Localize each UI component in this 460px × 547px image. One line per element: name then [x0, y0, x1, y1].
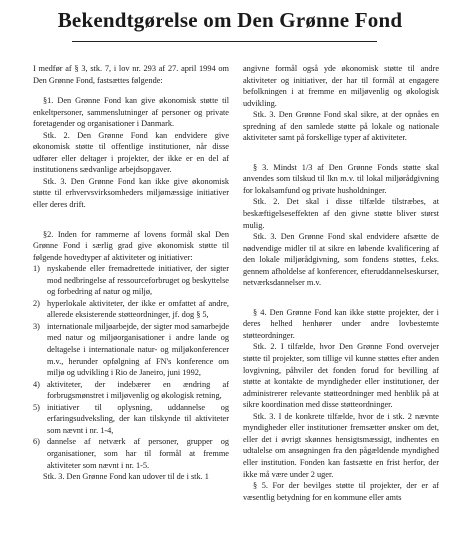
- section-2-stk-3b: Stk. 3. Den Grønne Fond skal sikre, at der opnåes en spredning af den samlede støtte på lokale og nationale aktiviteter samt på forskellige typer af aktiviteter.: [243, 110, 439, 143]
- section-4: § 4. Den Grønne Fond kan ikke støtte projekter, der i deres helhed henhører under andre lovbestemte støtteordninger.: [243, 307, 439, 340]
- section-4-stk-3: Stk. 3. I de konkrete tilfælde, hvor de i stk. 2 nævnte myndigheder eller institutioner fremsætter ønsker om det, eller det i øvrigt skønnes hensigtsmæssigt, indhentes en udtalelse om ansøgningen fra den pågældende myndighed eller institution. Fonden kan fastsætte en frist herfor, der ikke må være under 2 uger.: [243, 411, 439, 479]
- section-2-stk-3: Stk. 3. Den Grønne Fond kan udover til de i stk. 1: [43, 472, 209, 482]
- right-column: [243, 63, 439, 503]
- list-item: [33, 402, 229, 437]
- list-item-text: dannelse af netværk af personer, grupper og organisationer, som har til formål at fremme aktiviteter som nævnt i nr. 1-5.: [47, 437, 229, 470]
- section-1-stk-2: Stk. 2. Den Grønne Fond kan endvidere give økonomisk støtte til offentlige institutioner, når disse udfører eller deltager i projekter, der ikke er en del af institutionens sædvanlige arbejdsopgaver.: [33, 130, 229, 175]
- section-2-continuation: angivne formål også yde økonomisk støtte til andre aktiviteter og initiativer, der har til formål at engagere befolkningen i at fremme en miljøvenlig og økologisk udvikling.: [243, 64, 439, 108]
- list-item-number: 4): [33, 379, 40, 389]
- list-item: [33, 379, 229, 402]
- title-divider: [72, 41, 377, 42]
- intro-paragraph: I medfør af § 3, stk. 7, i lov nr. 293 af 27. april 1994 om Den Grønne Fond, fastsættes følgende:: [33, 64, 229, 85]
- section-3-stk-2: Stk. 2. Det skal i disse tilfælde tilstræbes, at beskæftigelseseffekten af den givne støtte bliver størst mulig.: [243, 197, 439, 230]
- section-3-stk-3: Stk. 3. Den Grønne Fond skal endvidere afsætte de nødvendige midler til at sikre en løbende kvalificering af den lokale miljørådgivning, som fondens støttes, f.eks. gennem afholdelse af konferencer, efteruddannelseskurser, netværksdannelser m.v.: [243, 232, 439, 288]
- list-item-text: hyperlokale aktiviteter, der ikke er omfattet af andre, allerede eksisterende støtteordninger, jf. dog § 5,: [47, 298, 229, 320]
- list-item: [33, 436, 229, 471]
- section-2: §2. Inden for rammerne af lovens formål skal Den Grønne Fond i særlig grad give økonomisk støtte til følgende hovedtyper af aktiviteter og initiativer:: [33, 229, 229, 262]
- list-item-text: nyskabende eller fremadrettede initiativer, der sigter mod nedbringelse af ressourceforbruget og beskyttelse og forbedring af natur og miljø,: [47, 264, 229, 297]
- section-5: § 5. For der bevilges støtte til projekter, der er af væsentlig betydning for en kommune eller amts: [243, 481, 439, 502]
- section-4-stk-2: Stk. 2. I tilfælde, hvor Den Grønne Fond overvejer støtte til projekter, som tillige vil kunne støttes efter anden lovgivning, påhviler det fonden forud for bevilling af støtte at kontakte de myndigheder eller institutioner, der administrerer relevante støtteordninger med henblik på at sikre koordination med disse støtteordninger.: [243, 342, 439, 410]
- section-1-stk-3: Stk. 3. Den Grønne Fond kan ikke give økonomisk støtte til erhvervsvirksomheders miljømæssige initiativer eller deres drift.: [33, 176, 229, 210]
- section-2-list: [33, 263, 229, 471]
- list-item-number: 1): [33, 264, 40, 274]
- list-item-text: initiativer til oplysning, uddannelse og erfaringsudveksling, der kan tilskynde til aktiviteter som nævnt i nr. 1-4,: [47, 402, 229, 435]
- list-item: [33, 263, 229, 298]
- list-item-text: internationale miljøarbejde, der sigter mod samarbejde med natur og miljøorganisationer i andre lande og deltagelse i internationale natur- og miljøkonferencer m.v., herunder opfølgning af FN's konference om miljø og udvikling i Rio de Janeiro, juni 1992,: [47, 321, 229, 378]
- list-item-number: 6): [33, 437, 40, 447]
- list-item: [33, 298, 229, 321]
- list-item: [33, 321, 229, 379]
- list-item-text: aktiviteter, der indebærer en ændring af forbrugsmønstret i miljøvenlig og økologisk retning,: [47, 379, 229, 401]
- section-3: § 3. Mindst 1/3 af Den Grønne Fonds støtte skal anvendes som tilskud til lkn m.v. til lokal miljørådgivning for lokalsamfund og private husholdninger.: [243, 162, 439, 195]
- left-column: [33, 63, 229, 483]
- list-item-number: 5): [33, 402, 40, 412]
- list-item-number: 3): [33, 321, 40, 331]
- section-1: §1. Den Grønne Fond kan give økonomisk støtte til enkeltpersoner, sammenslutninger af personer og private foretagender og organisationer i Danmark.: [33, 96, 229, 129]
- list-item-number: 2): [33, 298, 40, 308]
- document-title: Bekendtgørelse om Den Grønne Fond: [57, 8, 403, 32]
